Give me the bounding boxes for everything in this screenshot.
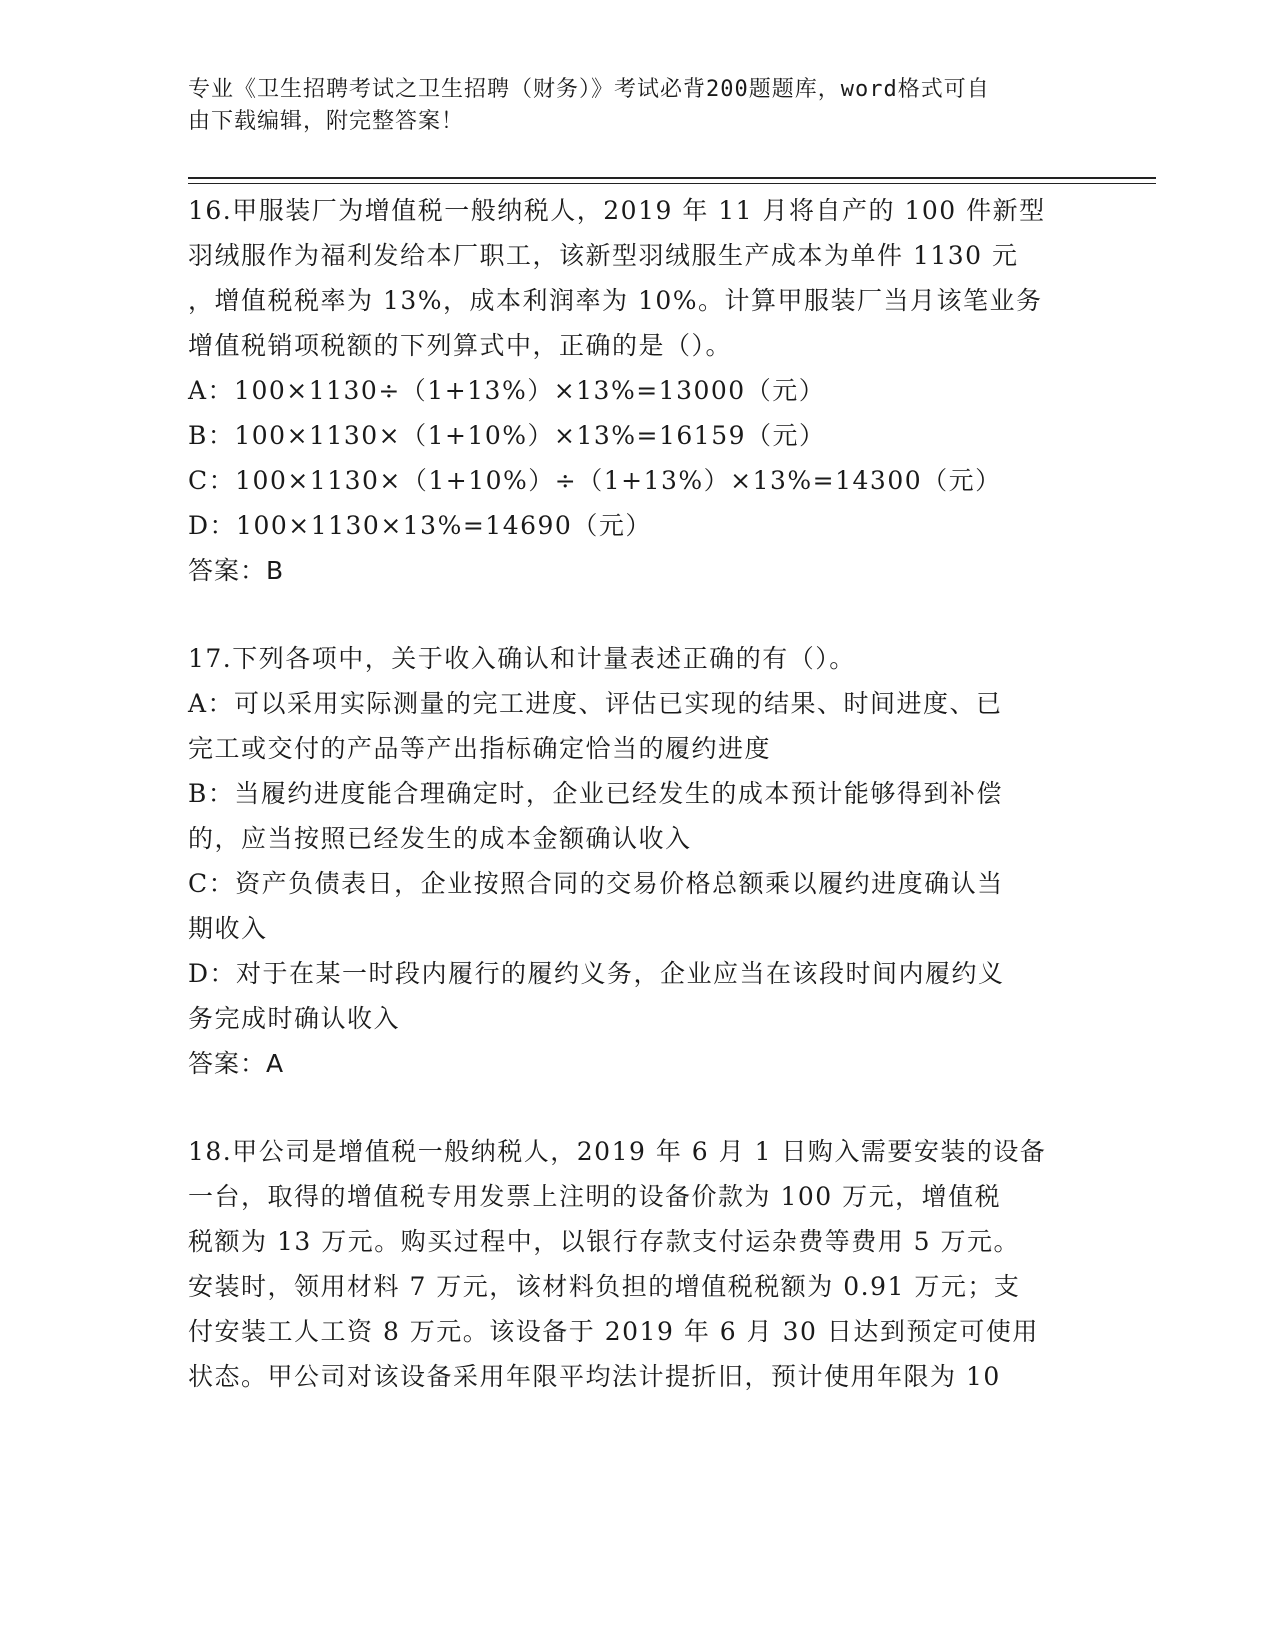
answer-option — [188, 368, 1088, 413]
question-stem-line: 一台，取得的增值税专用发票上注明的设备价款为 100 万元，增值税 — [188, 1182, 1002, 1211]
question-spacer — [188, 1086, 1088, 1129]
document-header — [188, 74, 1068, 138]
answer-option-line: A：可以采用实际测量的完工进度、评估已实现的结果、时间进度、已 — [188, 689, 1003, 718]
answer-key: 答案：A — [188, 1049, 285, 1078]
answer-option — [188, 861, 1088, 951]
answer-option — [188, 458, 1088, 503]
question-stem-line: 羽绒服作为福利发给本厂职工，该新型羽绒服生产成本为单件 1130 元 — [188, 241, 1019, 270]
question-stem-line: 状态。甲公司对该设备采用年限平均法计提折旧，预计使用年限为 10 — [188, 1362, 1001, 1391]
question-stem-line: 增值税销项税额的下列算式中，正确的是（）。 — [188, 331, 733, 360]
answer-option-line: B：100×1130×（1+10%）×13%=16159（元） — [188, 421, 826, 450]
question-block — [188, 188, 1088, 593]
answer-option-line: A：100×1130÷（1+13%）×13%=13000（元） — [188, 376, 826, 405]
header-divider-thick — [188, 177, 1156, 179]
answer-option-line: 期收入 — [188, 914, 268, 943]
answer-option — [188, 681, 1088, 771]
question-stem-line: 安装时，领用材料 7 万元，该材料负担的增值税税额为 0.91 万元；支 — [188, 1272, 1021, 1301]
answer-option — [188, 503, 1088, 548]
answer-option — [188, 413, 1088, 458]
question-stem-line: 18.甲公司是增值税一般纳税人，2019 年 6 月 1 日购入需要安装的设备 — [188, 1137, 1047, 1166]
question-block — [188, 636, 1088, 1086]
answer-option-line: 完工或交付的产品等产出指标确定恰当的履约进度 — [188, 734, 772, 763]
answer-option-line: C：100×1130×（1+10%）÷（1+13%）×13%=14300（元） — [188, 466, 1002, 495]
answer-option-line: 务完成时确认收入 — [188, 1004, 401, 1033]
answer-option-line: D：100×1130×13%=14690（元） — [188, 511, 652, 540]
header-line-2: 由下载编辑，附完整答案！ — [188, 109, 465, 134]
question-stem-line: 17.下列各项中，关于收入确认和计量表述正确的有（）。 — [188, 644, 856, 673]
answer-option-line: B：当履约进度能合理确定时，企业已经发生的成本预计能够得到补偿 — [188, 779, 1003, 808]
question-block — [188, 1129, 1088, 1399]
answer-option — [188, 771, 1088, 861]
answer-option-line: 的，应当按照已经发生的成本金额确认收入 — [188, 824, 692, 853]
question-stem-line: 付安装工人工资 8 万元。该设备于 2019 年 6 月 30 日达到预定可使用 — [188, 1317, 1039, 1346]
question-spacer — [188, 593, 1088, 636]
question-stem-line: ，增值税税率为 13%，成本利润率为 10%。计算甲服装厂当月该笔业务 — [188, 286, 1043, 315]
answer-option-line: C：资产负债表日，企业按照合同的交易价格总额乘以履约进度确认当 — [188, 869, 1004, 898]
answer-key: 答案：B — [188, 556, 285, 585]
answer-option — [188, 951, 1088, 1041]
question-list — [188, 188, 1088, 1399]
header-line-1: 专业《卫生招聘考试之卫生招聘（财务）》考试必背200题题库，word格式可自 — [188, 77, 990, 102]
answer-option-line: D：对于在某一时段内履行的履约义务，企业应当在该段时间内履约义 — [188, 959, 1005, 988]
question-stem-line: 税额为 13 万元。购买过程中，以银行存款支付运杂费等费用 5 万元。 — [188, 1227, 1021, 1256]
question-stem-line: 16.甲服装厂为增值税一般纳税人，2019 年 11 月将自产的 100 件新型 — [188, 196, 1046, 225]
header-divider-thin — [188, 183, 1156, 184]
